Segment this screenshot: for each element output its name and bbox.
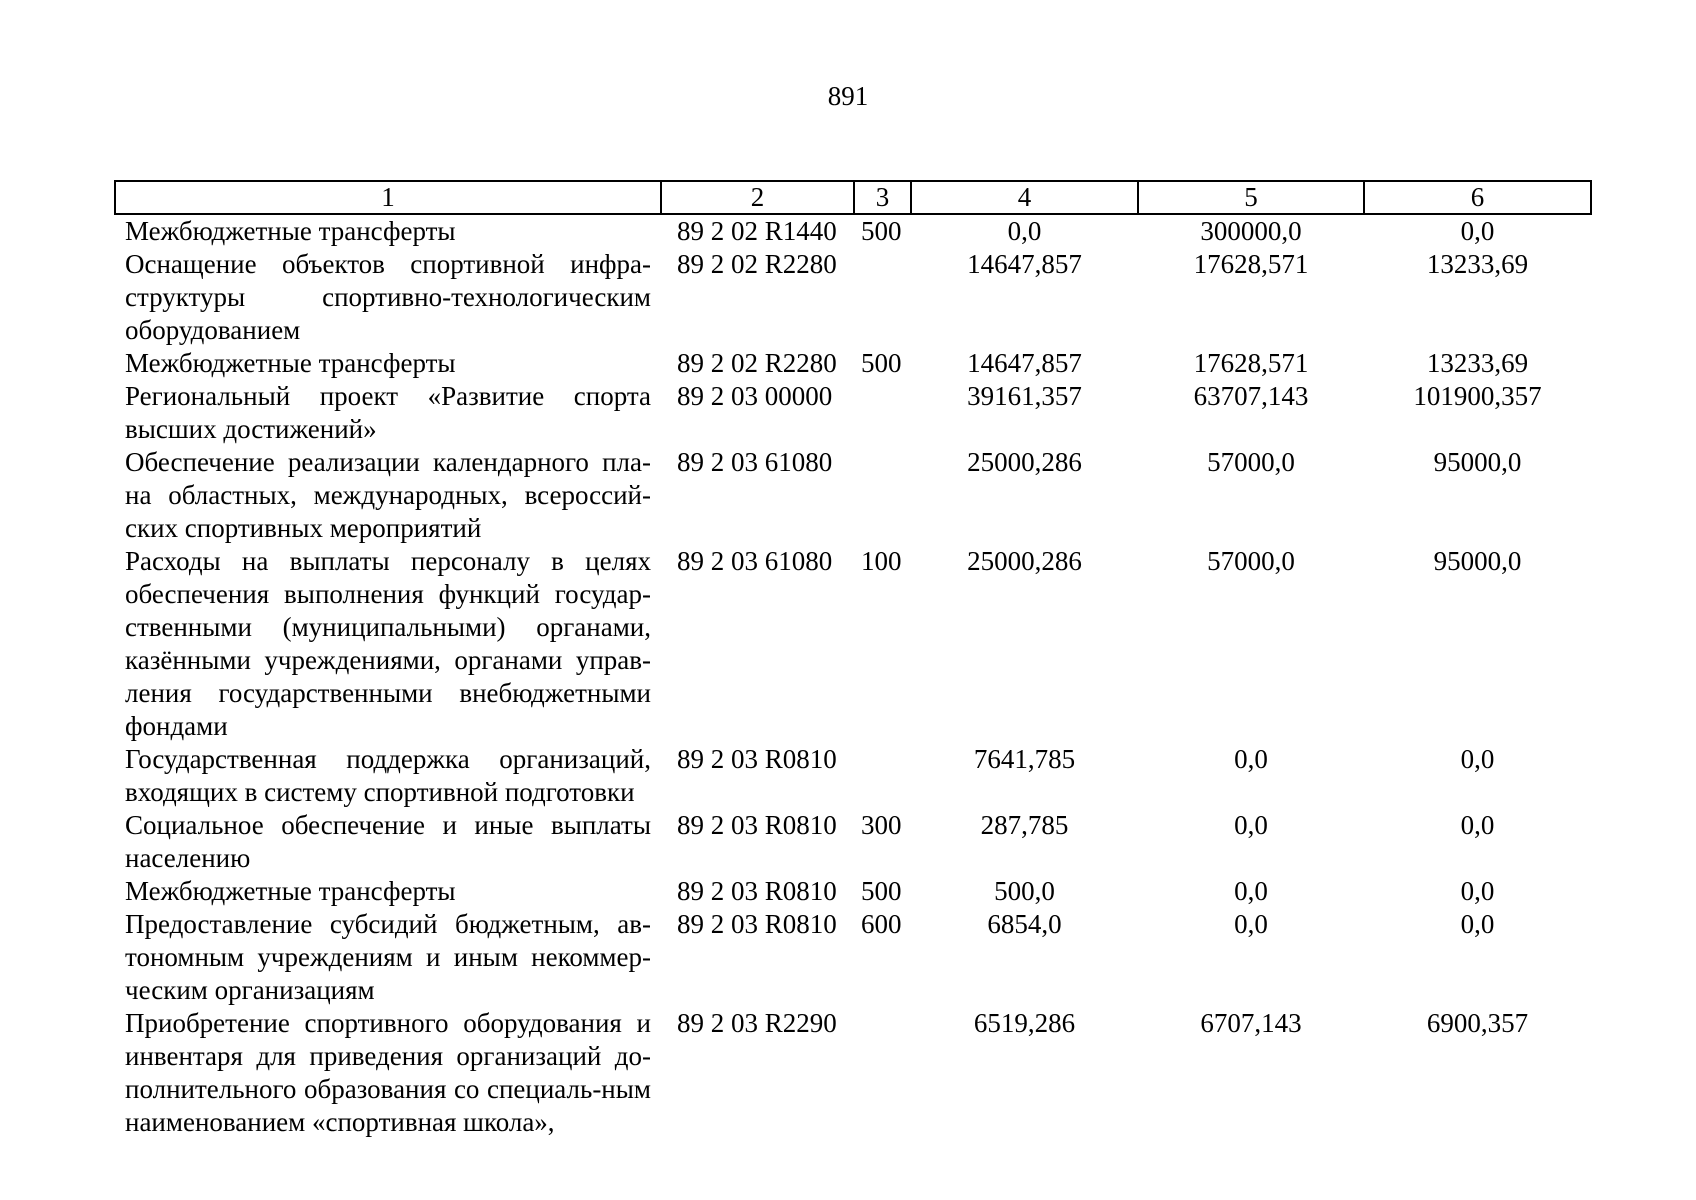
row-value-5: 300000,0 [1200,216,1302,246]
table-row [115,545,1591,743]
table-row [115,214,1591,248]
table-row [115,347,1591,380]
row-vr [854,1007,911,1139]
row-value-5: 17628,571 [1193,348,1309,378]
row-value-4: 25000,286 [967,546,1082,576]
row-vr: 500 [861,348,902,378]
row-name: Государственная поддержка организаций, входящих в систему спортивной подготовки [125,744,651,807]
row-vr [854,380,911,446]
row-value-4: 25000,286 [967,447,1082,477]
row-value-4: 500,0 [994,876,1055,906]
table-header [115,181,1591,214]
header-row [115,181,1591,214]
row-value-4: 6519,286 [973,1008,1076,1038]
row-code: 89 2 03 R2290 [677,1008,837,1038]
table-row [115,446,1591,545]
header-col-5: 5 [1138,181,1364,214]
row-name: Межбюджетные трансферты [125,348,456,378]
row-value-6: 95000,0 [1433,447,1522,477]
row-value-5: 57000,0 [1207,447,1295,477]
row-value-5: 6707,143 [1200,1008,1302,1038]
budget-table [114,180,1592,1139]
row-value-6: 0,0 [1460,909,1495,939]
row-code: 89 2 03 R0810 [677,744,837,774]
row-name: Оснащение объектов спортивной инфра-структуры спортивно-технологическим оборудованием [125,249,651,345]
row-value-6: 0,0 [1460,810,1495,840]
row-value-6: 13233,69 [1426,249,1529,279]
row-vr [854,248,911,347]
row-value-4: 14647,857 [967,348,1082,378]
row-name: Межбюджетные трансферты [125,876,456,906]
table-row [115,1007,1591,1139]
row-code: 89 2 02 R2280 [677,249,837,279]
row-code: 89 2 03 R0810 [677,876,837,906]
page-number: 891 [827,81,869,111]
row-value-5: 0,0 [1234,810,1268,840]
row-code: 89 2 03 61080 [677,447,833,477]
row-value-4: 7641,785 [973,744,1076,774]
row-code: 89 2 03 R0810 [677,810,837,840]
table-row [115,743,1591,809]
row-code: 89 2 02 R2280 [677,348,837,378]
row-value-5: 0,0 [1234,744,1268,774]
row-vr [854,743,911,809]
row-vr: 500 [861,216,902,246]
table-body [115,214,1591,1139]
header-col-6: 6 [1364,181,1591,214]
row-name: Региональный проект «Развитие спорта высших достижений» [125,381,651,444]
row-vr: 500 [861,876,902,906]
row-vr: 100 [861,546,902,576]
row-value-4: 0,0 [1007,216,1042,246]
header-col-4: 4 [911,181,1138,214]
row-code: 89 2 03 61080 [677,546,833,576]
row-value-6: 6900,357 [1426,1008,1529,1038]
row-value-4: 14647,857 [967,249,1082,279]
row-value-4: 6854,0 [987,909,1062,939]
row-value-6: 0,0 [1460,216,1495,246]
row-name: Приобретение спортивного оборудования и инвентаря для приведения организаций до-полнительного образования со специаль-ным наименованием «спортивная школа», [125,1008,651,1137]
row-name: Предоставление субсидий бюджетным, ав-тономным учреждениям и иным некоммер-ческим организациям [125,909,651,1005]
row-value-6: 101900,357 [1413,381,1542,411]
row-name: Межбюджетные трансферты [125,216,456,246]
row-vr: 300 [861,810,902,840]
row-value-5: 0,0 [1234,909,1268,939]
row-value-4: 287,785 [980,810,1069,840]
header-col-1: 1 [115,181,661,214]
row-value-6: 13233,69 [1426,348,1529,378]
row-value-6: 0,0 [1460,744,1495,774]
row-value-5: 17628,571 [1193,249,1309,279]
row-code: 89 2 02 R1440 [677,216,837,246]
table-row [115,809,1591,875]
row-name: Социальное обеспечение и иные выплаты населению [125,810,651,873]
row-value-6: 95000,0 [1433,546,1522,576]
row-value-5: 57000,0 [1207,546,1295,576]
row-code: 89 2 03 R0810 [677,909,837,939]
header-col-3: 3 [854,181,911,214]
row-value-6: 0,0 [1460,876,1495,906]
row-vr [854,446,911,545]
row-value-4: 39161,357 [967,381,1082,411]
table-row [115,875,1591,908]
row-vr: 600 [861,909,902,939]
table-row [115,380,1591,446]
row-code: 89 2 03 00000 [677,381,833,411]
header-col-2: 2 [661,181,854,214]
row-value-5: 0,0 [1234,876,1268,906]
row-value-5: 63707,143 [1193,381,1309,411]
row-name: Обеспечение реализации календарного пла-на областных, международных, всероссий-ских спортивных мероприятий [125,447,651,543]
table-row [115,908,1591,1007]
row-name: Расходы на выплаты персоналу в целях обеспечения выполнения функций государ-ственными (муниципальными) органами, казёнными учреждениями, органами управ-ления государственными внебюджетными фондами [125,546,651,741]
table-row [115,248,1591,347]
